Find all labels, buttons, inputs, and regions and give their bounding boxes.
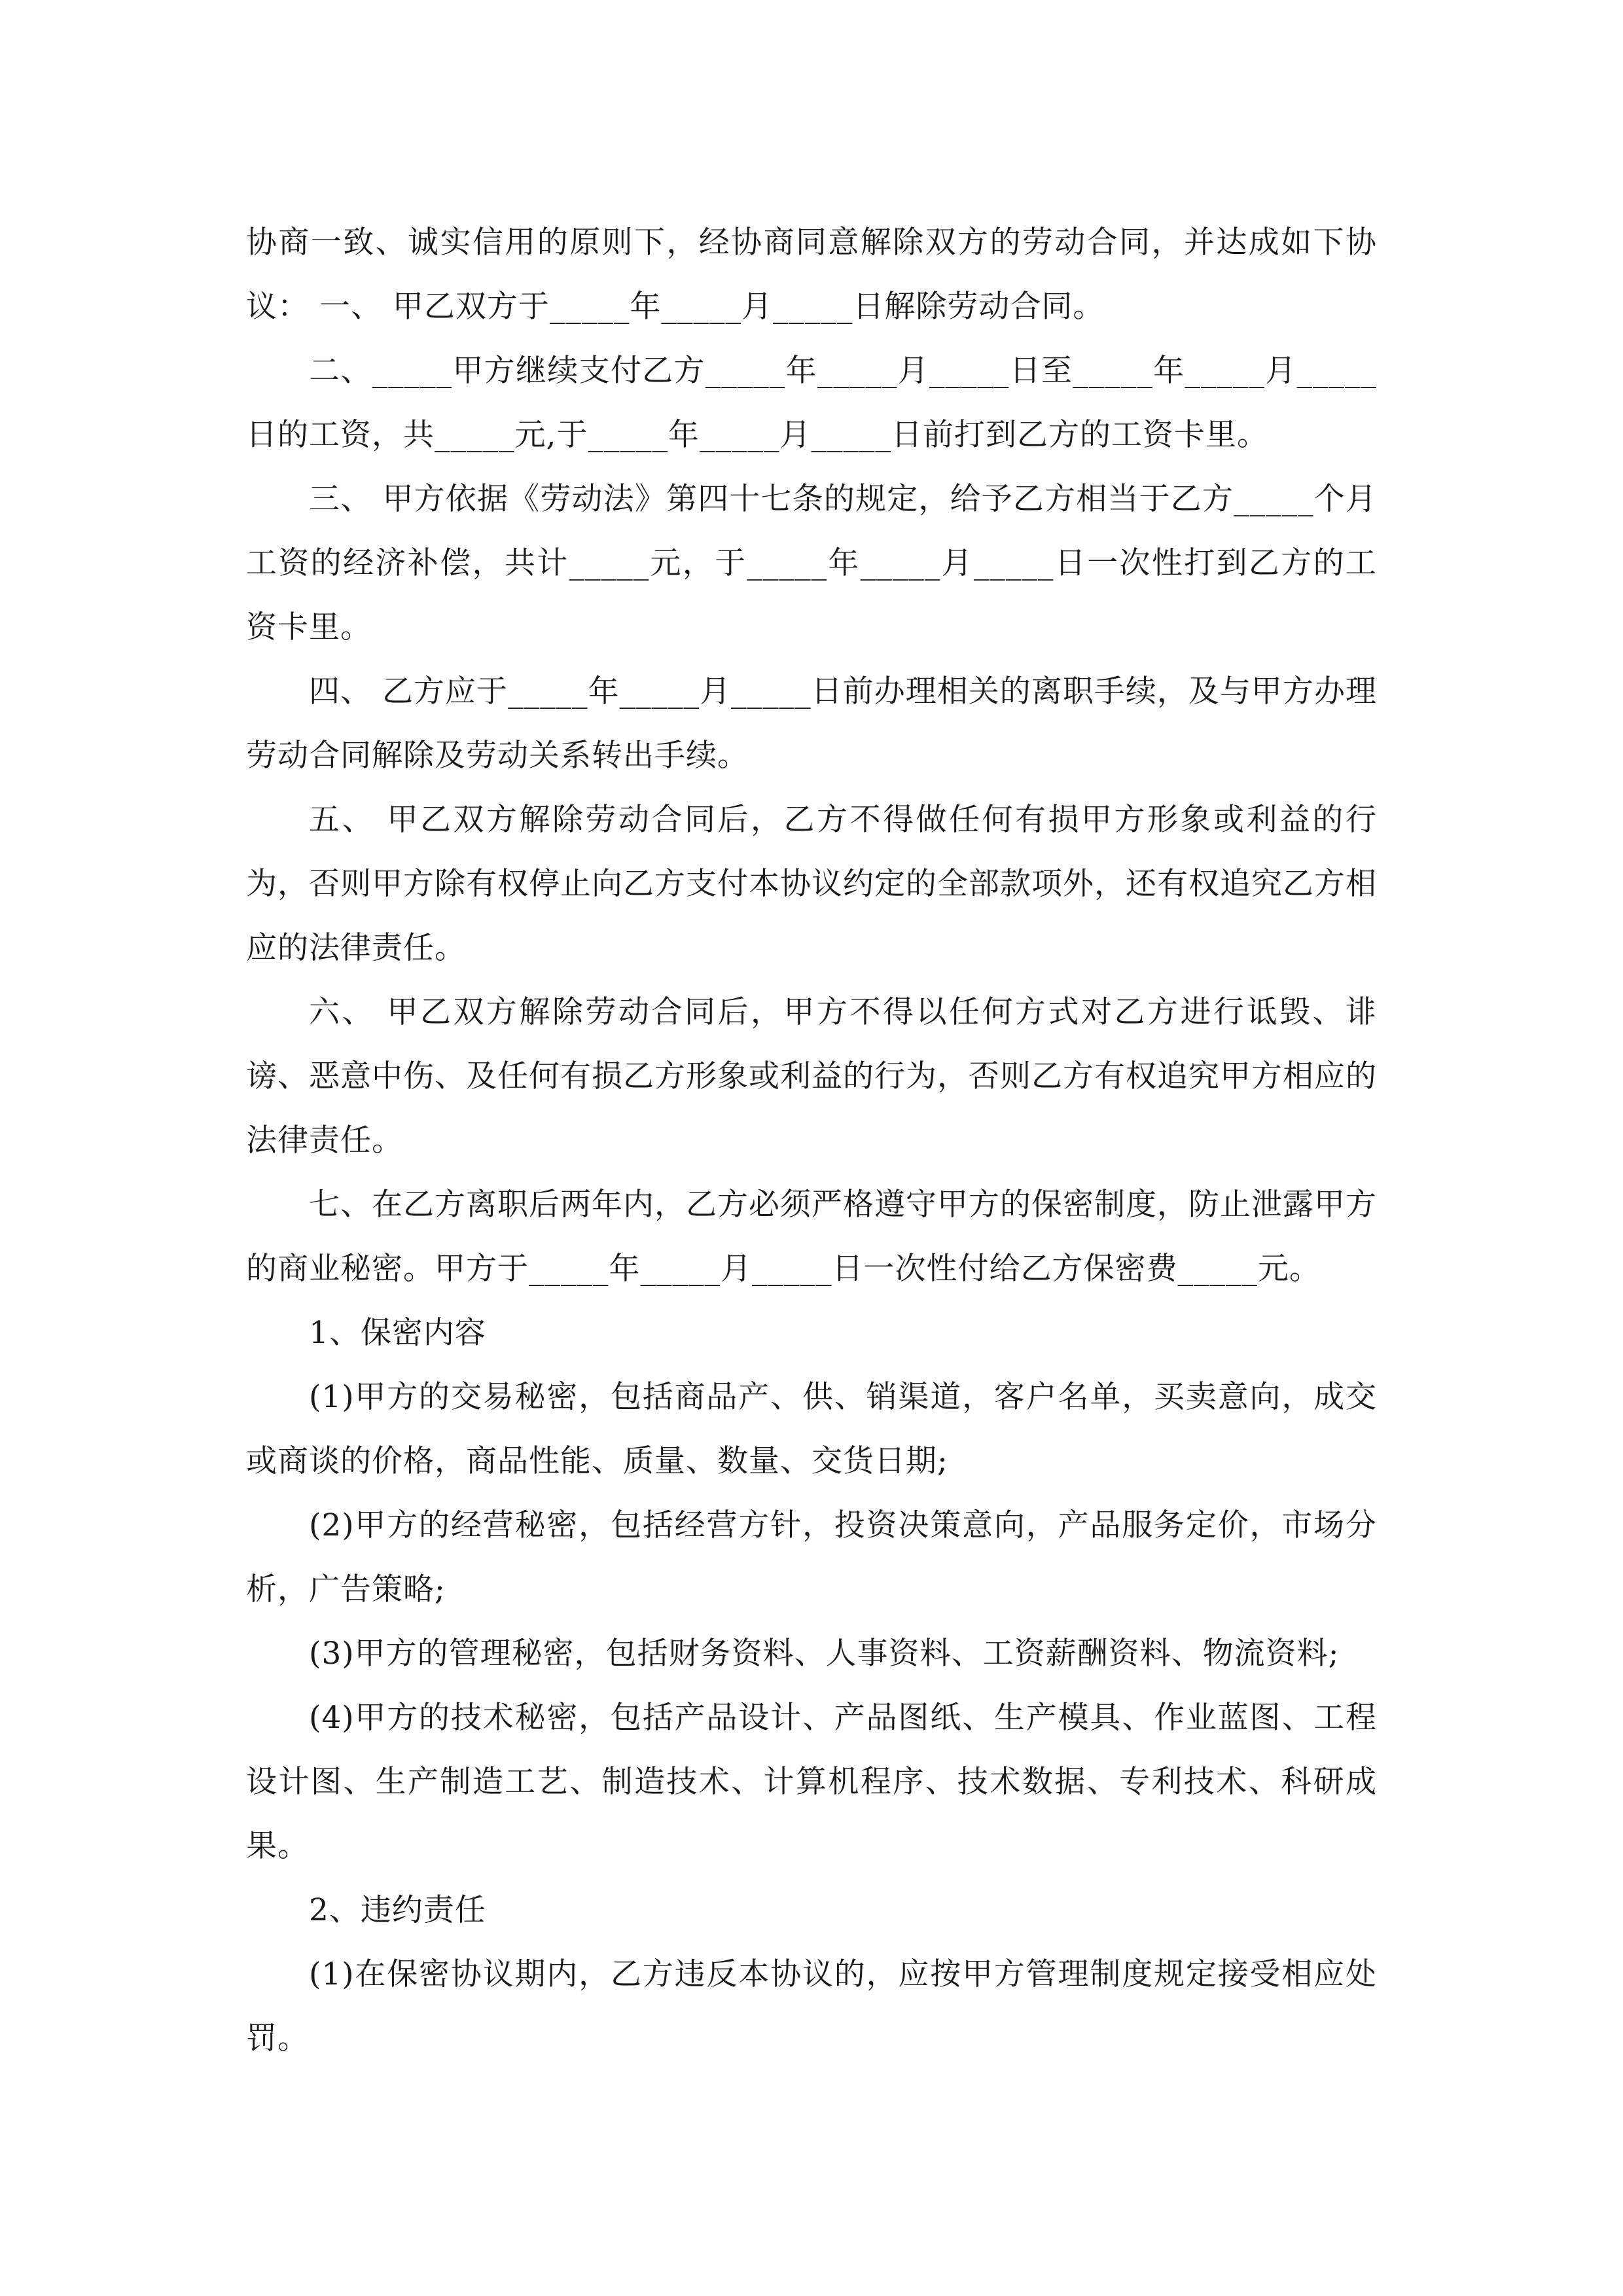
paragraph-business-secrets: (2)甲方的经营秘密，包括经营方针，投资决策意向，产品服务定价，市场分析，广告策略; <box>246 1507 1377 1607</box>
document-page <box>246 211 1377 2071</box>
paragraph-breach-penalty: (1)在保密协议期内，乙方违反本协议的，应按甲方管理制度规定接受相应处罚。 <box>246 1956 1377 2056</box>
paragraph-clause-4: 四、 乙方应于_____年_____月_____日前办理相关的离职手续，及与甲方办理劳动合同解除及劳动关系转出手续。 <box>246 673 1377 774</box>
paragraph-clause-6: 六、 甲乙双方解除劳动合同后，甲方不得以任何方式对乙方进行诋毁、诽谤、恶意中伤、及任何有损乙方形象或利益的行为，否则乙方有权追究甲方相应的法律责任。 <box>246 994 1377 1158</box>
paragraph-management-secrets: (3)甲方的管理秘密，包括财务资料、人事资料、工资薪酬资料、物流资料; <box>309 1636 1340 1672</box>
heading-confidentiality-content: 1、保密内容 <box>309 1315 486 1351</box>
paragraph-clause-2: 二、_____甲方继续支付乙方_____年_____月_____日至_____年_____月_____日的工资，共_____元,于_____年_____月_____日前打到乙方的工资卡里。 <box>246 353 1377 453</box>
paragraph-clause-5: 五、 甲乙双方解除劳动合同后，乙方不得做任何有损甲方形象或利益的行为，否则甲方除有权停止向乙方支付本协议约定的全部款项外，还有权追究乙方相应的法律责任。 <box>246 802 1377 966</box>
paragraph-intro: 协商一致、诚实信用的原则下，经协商同意解除双方的劳动合同，并达成如下协议： 一、 甲乙双方于_____年_____月_____日解除劳动合同。 <box>246 224 1377 325</box>
paragraph-clause-7: 七、在乙方离职后两年内，乙方必须严格遵守甲方的保密制度，防止泄露甲方的商业秘密。甲方于_____年_____月_____日一次性付给乙方保密费_____元。 <box>246 1187 1377 1287</box>
paragraph-technical-secrets: (4)甲方的技术秘密，包括产品设计、产品图纸、生产模具、作业蓝图、工程设计图、生产制造工艺、制造技术、计算机程序、技术数据、专利技术、科研成果。 <box>246 1700 1377 1864</box>
paragraph-trade-secrets: (1)甲方的交易秘密，包括商品产、供、销渠道，客户名单，买卖意向，成交或商谈的价格，商品性能、质量、数量、交货日期; <box>246 1379 1377 1479</box>
paragraph-clause-3: 三、 甲方依据《劳动法》第四十七条的规定，给予乙方相当于乙方_____个月工资的经济补偿，共计_____元，于_____年_____月_____日一次性打到乙方的工资卡里。 <box>246 481 1377 645</box>
heading-breach-liability: 2、违约责任 <box>309 1892 486 1928</box>
